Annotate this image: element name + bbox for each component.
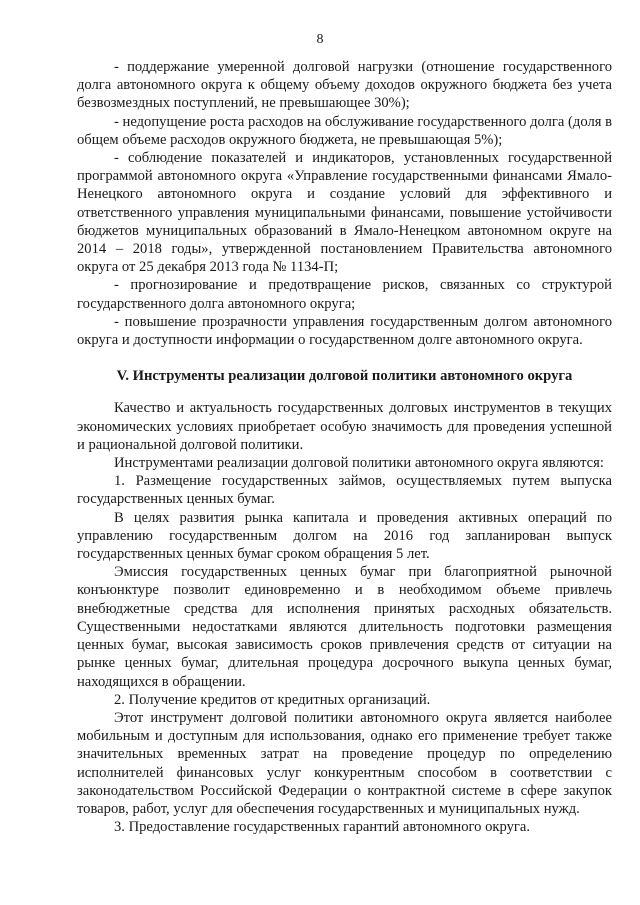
section-heading: V. Инструменты реализации долговой политики автономного округа: [116, 368, 573, 385]
paragraph: В целях развития рынка капитала и проведения активных операций по управлению государственным долгом на 2016 год запланирован выпуск государственных ценных бумаг сроком обращения 5 лет.: [77, 509, 612, 563]
paragraph: 3. Предоставление государственных гарантий автономного округа.: [114, 819, 530, 836]
paragraph: Этот инструмент долговой политики автономного округа является наиболее мобильным и доступным для использования, однако его применение требует также значительных временных затрат на проведение процедур по определению исполнителей финансовых услуг конкурентным способом в соответствии с законодательством Российской Федерации о контрактной системе в сфере закупок товаров, работ, услуг для обеспечения государственных и муниципальных нужд.: [77, 709, 612, 817]
paragraph: 2. Получение кредитов от кредитных организаций.: [114, 691, 431, 708]
paragraph: Эмиссия государственных ценных бумаг при благоприятной рыночной конъюнктуре позволит единовременно и в необходимом объеме привлечь внебюджетные средства для исполнения принятых расходных обязательств. Существенными недостатками являются длительность подготовки размещения ценных бумаг, высокая зависимость сроков привлечения средств от ситуации на рынке ценных бумаг, длительная процедура досрочного выкупа ценных бумаг, находящихся в обращении.: [77, 564, 612, 690]
list-item: - повышение прозрачности управления государственным долгом автономного округа и доступности информации о государственном долге автономного округа.: [77, 313, 612, 349]
paragraph: 1. Размещение государственных займов, осуществляемых путем выпуска государственных ценных бумаг.: [77, 473, 612, 508]
paragraph: Качество и актуальность государственных долговых инструментов в текущих экономических условиях приобретает особую значимость для проведения успешной и рациональной долговой политики.: [77, 400, 612, 453]
paragraph: Инструментами реализации долговой политики автономного округа являются:: [114, 455, 604, 472]
list-item: - недопущение роста расходов на обслуживание государственного долга (доля в общем объеме расходов окружного бюджета, не превышающая 5%);: [77, 113, 612, 148]
document-body: [77, 58, 612, 836]
list-item: - поддержание умеренной долговой нагрузки (отношение государственного долга автономного округа к общему объему доходов окружного бюджета без учета безвозмездных поступлений, не превышающее 30%);: [77, 59, 612, 112]
list-item: - соблюдение показателей и индикаторов, установленных государственной программой автономного округа «Управление государственными финансами Ямало-Ненецкого автономного округа и создание условий для эффективного и ответственного управления муниципальными финансами, повышение устойчивости бюджетов муниципальных образований в Ямало-Ненецком автономном округе на 2014 – 2018 годы», утвержденной постановлением Правительства автономного округа от 25 декабря 2013 года № 1134-П;: [77, 150, 612, 276]
page-number: 8: [316, 32, 324, 47]
list-item: - прогнозирование и предотвращение рисков, связанных со структурой государственного долга автономного округа;: [77, 277, 612, 312]
